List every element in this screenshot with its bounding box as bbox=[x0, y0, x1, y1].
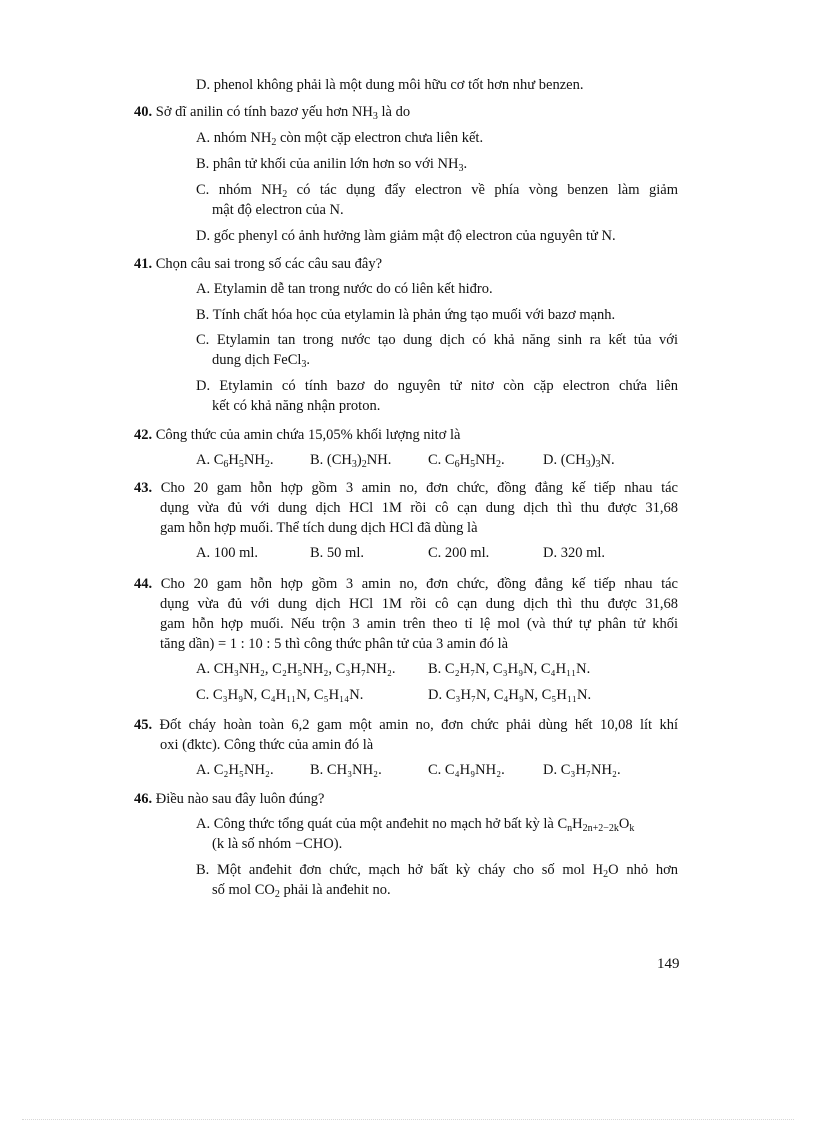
q46-option-b-cont: số mol $CO_2$ phải là anđehit no. bbox=[212, 882, 391, 900]
q43-option-a: A. 100 ml. bbox=[196, 545, 259, 561]
q40-option-c-cont: mật độ electron của N. bbox=[212, 202, 344, 218]
q43-stem-line-2: dụng vừa đủ với dung dịch HCl 1M rồi cô cạn dung dịch thì thu được 31,68 bbox=[160, 500, 678, 516]
q43-number: 43. bbox=[134, 480, 153, 496]
q42-option-a: A. $C_6H_5NH_2$. bbox=[196, 452, 274, 470]
q42-option-d: D. $(CH_3)_3N$. bbox=[543, 452, 615, 470]
q44-option-b: B. C₂H₇N, C₃H₉N, C₄H₁₁N. bbox=[428, 661, 591, 677]
q46-option-a: A. Công thức tổng quát của một anđehit no mạch hở bất kỳ là $C_nH_{2n+2-2k}O_k$ bbox=[196, 816, 635, 834]
q46-number: 46. bbox=[134, 791, 153, 807]
q41-option-c: C. Etylamin tan trong nước tạo dung dịch có khả năng sinh ra kết tủa với bbox=[196, 332, 678, 348]
q43-option-d: D. 320 ml. bbox=[543, 545, 606, 561]
q43-stem-line-1: 43. Cho 20 gam hỗn hợp gồm 3 amin no, đơn chức, đồng đẳng kế tiếp nhau tác bbox=[134, 480, 678, 496]
page-number: 149 bbox=[657, 956, 680, 972]
q46-option-b: B. Một anđehit đơn chức, mạch hở bất kỳ cháy cho số mol $H_2O$ nhỏ hơn bbox=[196, 862, 679, 880]
page-bottom-divider bbox=[22, 1119, 794, 1120]
q46-stem: 46. Điều nào sau đây luôn đúng? bbox=[134, 791, 325, 807]
q45-stem-line-2: oxi (đktc). Công thức của amin đó là bbox=[160, 737, 374, 753]
q41-option-d: D. Etylamin có tính bazơ do nguyên tử nitơ còn cặp electron chứa liên bbox=[196, 378, 678, 394]
q44-number: 44. bbox=[134, 576, 153, 592]
q40-number: 40. bbox=[134, 104, 153, 120]
q45-option-d: D. C₃H₇NH₂. bbox=[543, 762, 621, 778]
q41-option-d-cont: kết có khả năng nhận proton. bbox=[212, 398, 381, 414]
q42-option-c: C. $C_6H_5NH_2$. bbox=[428, 452, 505, 470]
q42-option-b: B. $(CH_3)_2NH$. bbox=[310, 452, 392, 470]
q40-stem: 40. Sở dĩ anilin có tính bazơ yếu hơn $NH_3$ là do bbox=[134, 104, 411, 122]
q42-stem: 42. Công thức của amin chứa 15,05% khối lượng nitơ là bbox=[134, 427, 461, 443]
q44-option-c: C. C₃H₉N, C₄H₁₁N, C₅H₁₄N. bbox=[196, 687, 364, 703]
q40-option-a: A. nhóm $NH_2$ còn một cặp electron chưa liên kết. bbox=[196, 130, 484, 148]
q44-stem-line-3: gam hỗn hợp muối. Nếu trộn 3 amin trên theo tỉ lệ mol (và thứ tự phân tử khối bbox=[160, 616, 678, 632]
q45-option-c: C. C₄H₉NH₂. bbox=[428, 762, 505, 778]
q45-option-a: A. C₂H₅NH₂. bbox=[196, 762, 274, 778]
q44-stem-line-2: dụng vừa đủ với dung dịch HCl 1M rồi cô cạn dung dịch thì thu được 31,68 bbox=[160, 596, 678, 612]
q44-option-d: D. C₃H₇N, C₄H₉N, C₅H₁₁N. bbox=[428, 687, 592, 703]
q46-option-a-cont: (k là số nhóm −CHO). bbox=[212, 836, 343, 852]
q45-option-b: B. CH₃NH₂. bbox=[310, 762, 382, 778]
q43-option-b: B. 50 ml. bbox=[310, 545, 364, 561]
q41-number: 41. bbox=[134, 256, 153, 272]
q45-stem-line-1: 45. Đốt cháy hoàn toàn 6,2 gam một amin no, đơn chức phải dùng hết 10,08 lít khí bbox=[134, 717, 679, 733]
q40-option-d: D. gốc phenyl có ảnh hưởng làm giảm mật độ electron của nguyên tử N. bbox=[196, 228, 616, 244]
q44-stem-line-1: 44. Cho 20 gam hỗn hợp gồm 3 amin no, đơn chức, đồng đẳng kế tiếp nhau tác bbox=[134, 576, 678, 592]
q40-option-c: C. nhóm $NH_2$ có tác dụng đẩy electron về phía vòng benzen làm giảm bbox=[196, 182, 678, 200]
q44-stem-line-4: tăng dần) = 1 : 10 : 5 thì công thức phân tử của 3 amin đó là bbox=[160, 636, 509, 652]
q45-number: 45. bbox=[134, 717, 153, 733]
q41-option-b: B. Tính chất hóa học của etylamin là phản ứng tạo muối với bazơ mạnh. bbox=[196, 307, 616, 323]
q42-number: 42. bbox=[134, 427, 153, 443]
q40-option-b: B. phân tử khối của anilin lớn hơn so với $NH_3$. bbox=[196, 156, 468, 174]
q44-option-a: A. CH₃NH₂, C₂H₅NH₂, C₃H₇NH₂. bbox=[196, 661, 396, 677]
q39-option-d: D. phenol không phải là một dung môi hữu cơ tốt hơn như benzen. bbox=[196, 77, 584, 93]
q41-option-c-cont: dung dịch FeCl$_3$. bbox=[212, 352, 311, 370]
q41-stem: 41. Chọn câu sai trong số các câu sau đây? bbox=[134, 256, 383, 272]
q43-stem-line-3: gam hỗn hợp muối. Thể tích dung dịch HCl đã dùng là bbox=[160, 520, 478, 536]
q43-option-c: C. 200 ml. bbox=[428, 545, 490, 561]
q41-option-a: A. Etylamin dễ tan trong nước do có liên kết hiđro. bbox=[196, 281, 493, 297]
